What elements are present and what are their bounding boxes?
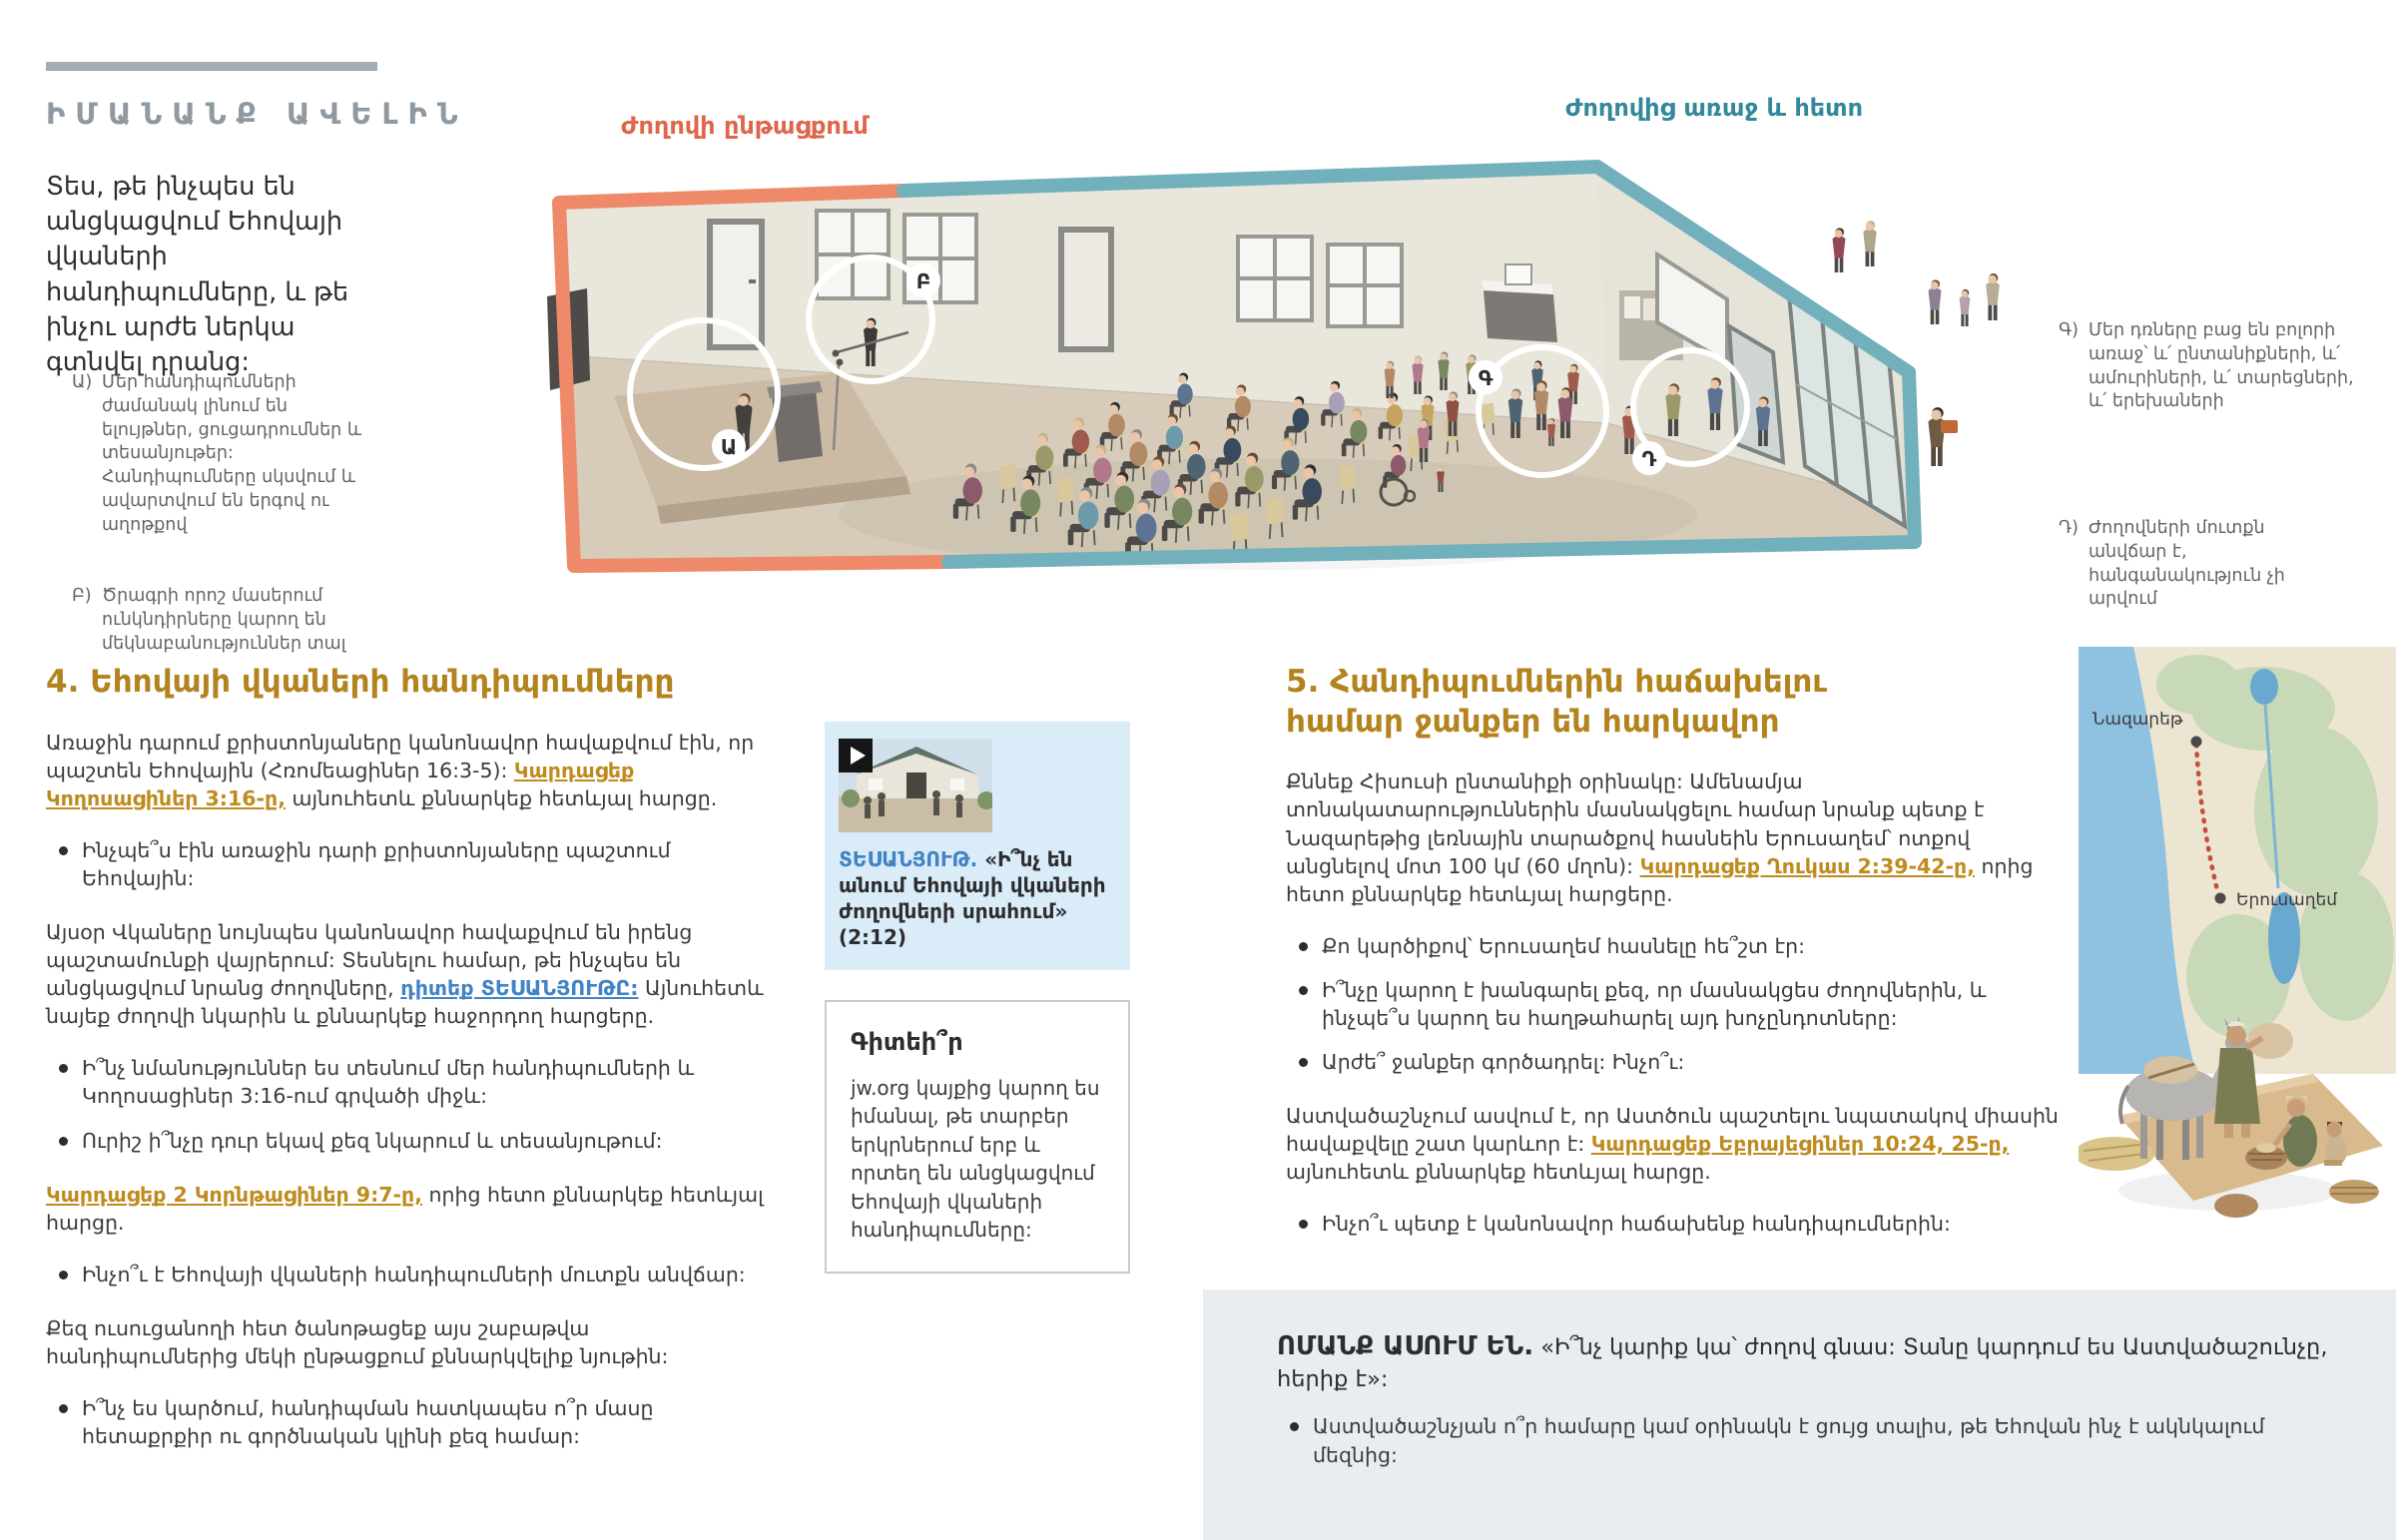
section-4-questions-4 [46, 1394, 767, 1450]
scripture-link-hebrews[interactable]: Կարդացեք Եբրայեցիներ 10:24, 25-ը, [1590, 1132, 2010, 1157]
video-caption [839, 846, 1112, 950]
scripture-link-2corinthians[interactable]: Կարդացեք 2 Կորնթացիներ 9:7-ը, [46, 1182, 422, 1207]
section-4-questions-2 [46, 1054, 767, 1154]
section-5-heading: 5. Հանդիպումներին հաճախելու համար ջանքեր են հարկավոր [1286, 664, 1828, 740]
video-box [825, 722, 1130, 970]
video-caption-label: ՏԵՍԱՆՅՈՒԹ. [839, 847, 978, 871]
section-4 [46, 663, 767, 1476]
masthead [46, 62, 468, 131]
some-say-box [1203, 1289, 2396, 1540]
travel-bag [2214, 1194, 2258, 1218]
middle-column [825, 722, 1130, 1274]
interior-door [1058, 227, 1114, 352]
journey-map-illustration [2079, 647, 2396, 1231]
section-4-paragraph-1 [46, 729, 767, 812]
callout-a [72, 371, 383, 538]
masthead-bar [46, 62, 377, 71]
p2-post: Այնուհետև նայեք ժողովի նկարին և քննարկեք հաջորդող հարցերը. [46, 976, 764, 1029]
question-item: Ինչո՞ւ է Եհովայի վկաների հանդիպումների մուտքն անվճար: [46, 1261, 767, 1288]
question-item: Աստվածաշնչյան ո՞ր համարը կամ օրինակն է ցույց տալիս, թե Եհովան ինչ է ակնկալում մեզնից: [1277, 1412, 2346, 1468]
some-say-label: ՈՄԱՆՔ ԱՍՈՒՄ ԵՆ. [1277, 1331, 1534, 1361]
callout-a-text: Մեր հանդիպումների ժամանակ լինում են ելույթներ, ցուցադրումներ և տեսանյութեր: Հանդիպումները սկսվում և ավարտվում են երգով ու աղոթքով [102, 372, 362, 535]
map-svg [2079, 647, 2396, 1231]
marker-d: Դ [1641, 447, 1657, 471]
question-item: Արժե՞ ջանքեր գործադրել: Ինչո՞ւ: [1286, 1048, 2063, 1076]
section-4-questions-1 [46, 836, 767, 892]
intro-text: Տես, թե ինչպես են անցկացվում Եհովայի վկաների հանդիպումները, և թե ինչու արժե ներկա գտնվել դրանց: [46, 172, 349, 377]
p3-post: որից հետո քննարկեք հետևյալ հարցը. [46, 1182, 764, 1235]
video-link[interactable]: դիտեք ՏԵՍԱՆՅՈՒԹԸ: [400, 976, 639, 1001]
p2-pre: Այսօր Վկաները նույնպես կանոնավոր հավաքվում են իրենց պաշտամունքի վայրերում: Տեսնելու համար, թե ինչպես են անցկացվում նրանց ժողովները, [46, 920, 693, 1001]
did-you-know-title: Գիտեի՞ր [851, 1028, 963, 1056]
bedroll [2329, 1180, 2379, 1204]
some-say-quote: «Ի՞նչ կարիք կա՝ ժողով գնաս: Տանը կարդում ես Աստվածաշունչը, հերիք է»: [1277, 1334, 2328, 1393]
section-5-questions-2 [1286, 1210, 2063, 1238]
callout-d-text: Ժողովների մուտքն անվճար է, հանգանակություն չի արվում [2089, 518, 2285, 610]
section-4-paragraph-3 [46, 1181, 767, 1237]
callout-c-text: Մեր դռները բաց են բոլորի առաջ՝ և՛ ընտանիքների, և՛ ամուրիների, և՛ տարեցների, և՛ երեխաների [2089, 320, 2354, 412]
question-item: Ի՞նչ նմանություններ ես տեսնում մեր հանդիպումների և Կողոսացիներ 3:16-ում գրվածի միջև: [46, 1054, 767, 1110]
section-5 [1286, 663, 2063, 1264]
page-title: ԻՄԱՆԱՆՔ ԱՎԵԼԻՆ [46, 97, 468, 131]
question-item: Քո կարծիքով՝ Երուսաղեմ հասնելը հե՞շտ էր: [1286, 932, 2063, 960]
question-item: Ինչպե՞ս էին առաջին դարի քրիստոնյաները պաշտում Եհովային: [46, 836, 767, 892]
callout-b-text: Ծրագրի որոշ մասերում ունկնդիրները կարող են մեկնաբանություններ տալ [102, 586, 346, 654]
did-you-know-box [825, 1000, 1130, 1274]
some-say-line [1277, 1329, 2346, 1394]
question-item: Ի՞նչը կարող է խանգարել քեզ, որ մասնակցես ժողովներին, և ինչպե՞ս կարող ես հաղթահարել այդ խոչընդոտները: [1286, 976, 2063, 1032]
question-item: Ի՞նչ ես կարծում, հանդիպման հատկապես ո՞ր մասը հետաքրքիր ու գործնական կլինի քեզ համար: [46, 1394, 767, 1450]
did-you-know-text: jw.org կայքից կարող ես իմանալ, թե տարբեր երկրներում երբ և որտեղ են անցկացվում Եհովայի վկաների հանդիպումները: [851, 1076, 1100, 1242]
callout-c [2059, 319, 2358, 414]
p2-post: այնուհետև քննարկեք հետևյալ հարցը. [1286, 1160, 1711, 1185]
section-5-questions-1 [1286, 932, 2063, 1076]
scripture-link-colossians[interactable]: Կարդացեք Կողոսացիներ 3:16-ը, [46, 758, 635, 810]
hall-label-during-meeting: Ժողովի ընթացքում [621, 112, 869, 140]
map-label-jerusalem: Երուսաղեմ [2236, 890, 2338, 910]
p1-post: որից հետո քննարկեք հետևյալ հարցերը. [1286, 853, 2034, 906]
p1-pre: Առաջին դարում քրիստոնյաները կանոնավոր հավաքվում էին, որ պաշտեն Եհովային (Հռոմեացիներ 16:3-5): [46, 730, 755, 782]
p1-post: այնուհետև քննարկեք հետևյալ հարցը. [285, 785, 718, 810]
section-5-paragraph-2 [1286, 1102, 2063, 1186]
question-item: Ինչո՞ւ պետք է կանոնավոր հաճախենք հանդիպումներին: [1286, 1210, 2063, 1238]
marker-c: Գ [1478, 366, 1494, 390]
map-label-nazareth: Նազարեթ [2093, 710, 2183, 730]
section-4-paragraph-2 [46, 918, 767, 1030]
question-item: Ուրիշ ի՞նչը դուր եկավ քեզ նկարում և տեսանյութում: [46, 1127, 767, 1155]
callout-d-label: Դ) [2059, 518, 2080, 538]
video-caption-duration: (2:12) [839, 925, 907, 949]
callout-c-label: Գ) [2059, 320, 2080, 340]
section-4-questions-3 [46, 1261, 767, 1288]
scripture-link-luke[interactable]: Կարդացեք Ղուկաս 2:39-42-ը, [1639, 853, 1975, 878]
callout-a-label: Ա) [72, 372, 93, 392]
section-4-paragraph-4: Քեզ ուսուցանողի հետ ծանոթացեք այս շաբաթվա հանդիպումներից մեկի ընթացքում քննարկվելիք նյութին: [46, 1315, 669, 1368]
callout-d [2059, 517, 2338, 612]
play-icon[interactable] [839, 739, 873, 772]
some-say-questions [1277, 1412, 2346, 1468]
video-caption-title: «Ի՞նչ են անում Եհովայի վկաների ժողովների սրահում» [839, 847, 1106, 923]
marker-b: Բ [915, 269, 931, 293]
section-4-heading: 4. Եհովայի վկաների հանդիպումները [46, 664, 675, 700]
p2-pre: Աստվածաշնչում ասվում է, որ Աստծուն պաշտելու նպատակով միասին հավաքվելը շատ կարևոր է: [1286, 1104, 2059, 1157]
callout-b [72, 585, 371, 656]
p1-pre: Քննեք Հիսուսի ընտանիքի օրինակը: Ամենամյա տոնակատարություններին մասնակցելու համար նրանք պետք է Նազարեթից լեռնային տարածքով հասնեին Երուսաղեմ՝ ոտքով անցնելով մոտ 100 կմ (60 մղոն): [1286, 770, 1985, 878]
callout-b-label: Բ) [72, 586, 92, 606]
hall-label-before-after-meeting: Ժողովից առաջ և հետո [1565, 94, 1863, 122]
video-thumbnail[interactable] [839, 739, 992, 832]
marker-a: Ա [720, 435, 738, 459]
section-5-paragraph-1 [1286, 768, 2063, 907]
